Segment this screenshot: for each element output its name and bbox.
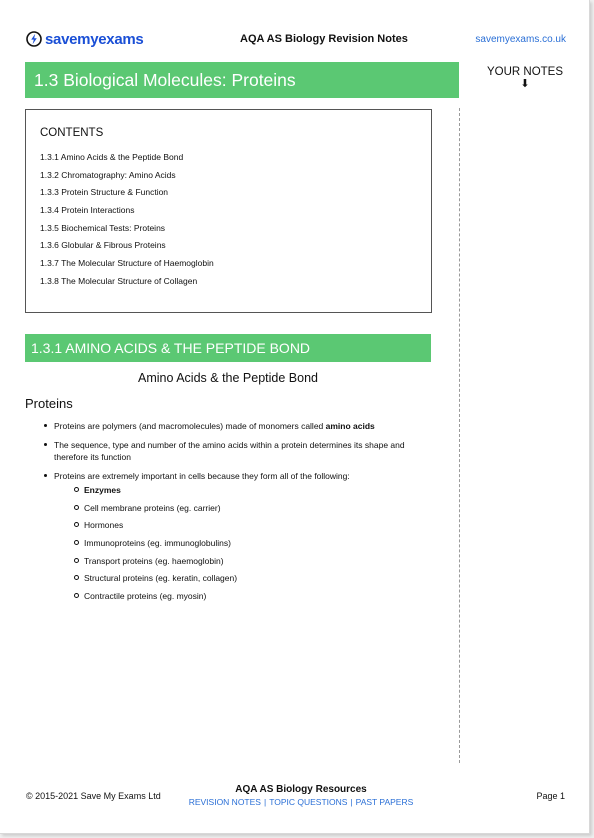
- notes-divider: [459, 108, 460, 763]
- sub-bullet-item: Enzymes: [74, 484, 434, 502]
- contents-item[interactable]: 1.3.1 Amino Acids & the Peptide Bond: [40, 152, 184, 162]
- past-papers-link[interactable]: PAST PAPERS: [355, 797, 414, 807]
- sub-bullet-list: [74, 484, 434, 608]
- sub-bullet-item: Cell membrane proteins (eg. carrier): [74, 502, 434, 520]
- site-link[interactable]: savemyexams.co.uk: [475, 34, 566, 45]
- contents-item[interactable]: 1.3.6 Globular & Fibrous Proteins: [40, 240, 166, 251]
- contents-heading: CONTENTS: [40, 127, 104, 139]
- savemyexams-logo[interactable]: [26, 30, 143, 48]
- your-notes-label: [482, 65, 568, 90]
- logo-text: savemyexams: [45, 30, 144, 48]
- bullet-text: Proteins are extremely important in cells because they form all of the following:: [54, 471, 350, 481]
- bullet-list: [44, 420, 434, 615]
- header-title: AQA AS Biology Revision Notes: [240, 33, 408, 45]
- copyright: © 2015-2021 Save My Exams Ltd: [26, 791, 161, 801]
- sub-bullet-item: Structural proteins (eg. keratin, collagen): [74, 572, 434, 590]
- page-number: Page 1: [536, 791, 565, 801]
- contents-item[interactable]: 1.3.2 Chromatography: Amino Acids: [40, 169, 176, 180]
- contents-item[interactable]: 1.3.3 Protein Structure & Function: [40, 187, 169, 198]
- sub-bullet-item: Contractile proteins (eg. myosin): [74, 590, 434, 608]
- link-separator: |: [350, 797, 353, 807]
- page-title: 1.3 Biological Molecules: Proteins: [34, 69, 296, 90]
- contents-list: [40, 151, 214, 293]
- contents-item[interactable]: 1.3.8 The Molecular Structure of Collagen: [40, 275, 198, 286]
- bullet-item: [44, 420, 434, 432]
- section-subheading: Amino Acids & the Peptide Bond: [138, 371, 318, 385]
- arrow-down-icon: ⬇: [520, 78, 530, 90]
- section-heading-bar: [25, 334, 431, 362]
- bullet-item: The sequence, type and number of the amino acids within a protein determines its shape and therefore its function: [44, 439, 434, 463]
- footer-resources: [180, 784, 422, 808]
- link-separator: |: [263, 797, 267, 807]
- topic-questions-link[interactable]: TOPIC QUESTIONS: [269, 797, 348, 807]
- topic-heading: Proteins: [25, 396, 73, 411]
- page-title-bar: [25, 62, 459, 98]
- footer-links: [180, 796, 422, 808]
- section-heading: 1.3.1 AMINO ACIDS & THE PEPTIDE BOND: [31, 340, 311, 356]
- sub-bullet-item: Hormones: [74, 519, 434, 537]
- contents-item[interactable]: 1.3.5 Biochemical Tests: Proteins: [40, 222, 166, 233]
- your-notes-text: YOUR NOTES: [486, 66, 564, 78]
- revision-notes-link[interactable]: REVISION NOTES: [188, 797, 261, 807]
- sub-bullet-item: Immunoproteins (eg. immunoglobulins): [74, 537, 434, 555]
- footer-title: AQA AS Biology Resources: [235, 784, 367, 795]
- bold-term: amino acids: [325, 421, 375, 431]
- bullet-text: Proteins are polymers (and macromolecules) made of monomers called: [54, 421, 326, 431]
- bullet-item: [44, 470, 434, 608]
- contents-item[interactable]: 1.3.4 Protein Interactions: [40, 205, 135, 216]
- lightning-bolt-icon: [26, 31, 42, 47]
- contents-item[interactable]: 1.3.7 The Molecular Structure of Haemoglobin: [40, 258, 214, 269]
- contents-box: [25, 109, 432, 313]
- sub-bullet-item: Transport proteins (eg. haemoglobin): [74, 555, 434, 573]
